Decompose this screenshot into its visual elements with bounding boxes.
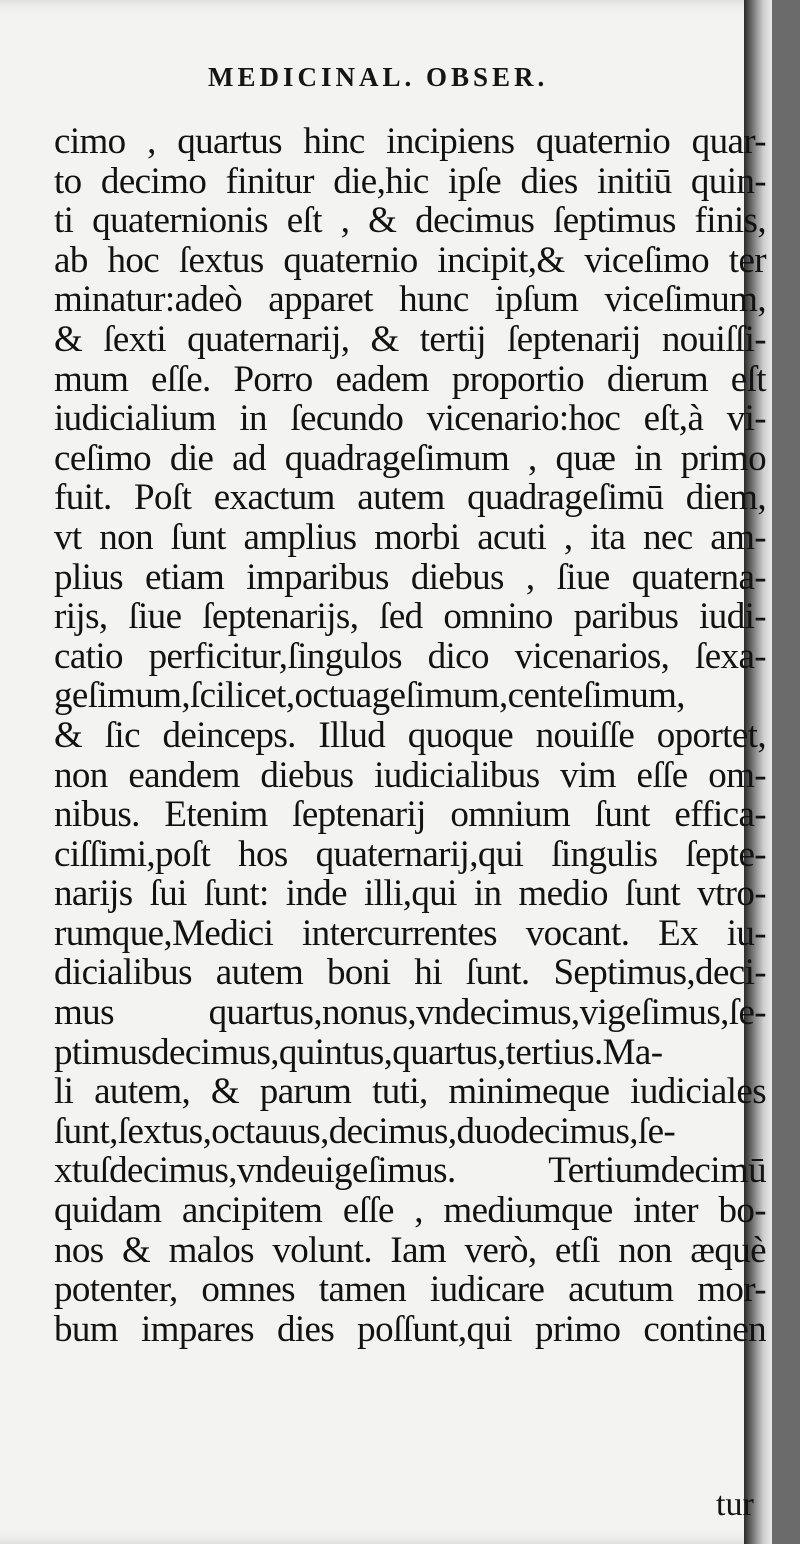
text-line: ab hoc ſextus quaternio incipit,& viceſimo ter	[54, 239, 766, 281]
text-line: to decimo finitur die,hic ipſe dies initiū quin-	[54, 160, 766, 202]
text-line: ti quaternionis eſt , & decimus ſeptimus finis,	[54, 200, 766, 242]
text-line: vt non ſunt amplius morbi acuti , ita nec am-	[54, 516, 766, 558]
text-line: non eandem diebus iudicialibus vim eſſe om-	[54, 754, 766, 796]
text-line: ptimusdecimus,quintus,quartus,tertius.Ma-	[54, 1031, 663, 1073]
text-line: dicialibus autem boni hi ſunt. Septimus,deci-	[54, 952, 766, 994]
text-line: mum eſſe. Porro eadem proportio dierum eſt	[54, 358, 766, 400]
text-line: cimo , quartus hinc incipiens quaternio quar-	[54, 121, 766, 162]
text-line: & ſexti quaternarij, & tertij ſeptenarij nouiſſi-	[54, 318, 766, 360]
text-line: bum impares dies poſſunt,qui primo continen	[54, 1308, 766, 1350]
text-line: plius etiam imparibus diebus , ſiue quaterna-	[54, 556, 766, 598]
text-line: catio perficitur,ſingulos dico vicenarios, ſexa-	[54, 635, 766, 677]
text-line: nibus. Etenim ſeptenarij omnium ſunt effica-	[54, 794, 766, 836]
text-line: ſunt,ſextus,octauus,decimus,duodecimus,ſe-	[54, 1110, 676, 1152]
text-line: rijs, ſiue ſeptenarijs, ſed omnino paribus iudi-	[54, 596, 766, 638]
text-line: minatur:adeò apparet hunc ipſum viceſimum,	[54, 279, 766, 321]
text-line: mus quartus,nonus,vndecimus,vigeſimus,ſe-	[54, 992, 766, 1034]
text-line: rumque,Medici intercurrentes vocant. Ex iu-	[54, 912, 766, 954]
text-line: li autem, & parum tuti, minimeque iudiciales	[54, 1071, 766, 1113]
text-line: xtuſdecimus,vndeuigeſimus. Tertiumdecimū	[54, 1150, 766, 1192]
text-line: iudicialium in ſecundo vicenario:hoc eſt,à vi-	[54, 398, 766, 440]
text-line: fuit. Poſt exactum autem quadrageſimū diem,	[54, 477, 766, 519]
text-line: nos & malos volunt. Iam verò, etſi non æquè	[54, 1229, 766, 1271]
text-line: ceſimo die ad quadrageſimum , quæ in primo	[54, 437, 766, 479]
text-line: & ſic deinceps. Illud quoque nouiſſe oportet,	[54, 714, 766, 756]
text-line: narijs ſui ſunt: inde illi,qui in medio ſunt vtro-	[54, 873, 766, 915]
text-line: ciſſimi,poſt hos quaternarij,qui ſingulis ſepte-	[54, 833, 766, 875]
text-block	[54, 122, 766, 1349]
catchword: tur	[716, 1486, 754, 1523]
running-title: MEDICINAL. OBSER.	[208, 62, 549, 92]
text-line: geſimum,ſcilicet,octuageſimum,centeſimum,	[54, 675, 685, 717]
text-line: quidam ancipitem eſſe , mediumque inter bo-	[54, 1190, 766, 1232]
text-line: potenter, omnes tamen iudicare acutum mor-	[54, 1269, 766, 1311]
